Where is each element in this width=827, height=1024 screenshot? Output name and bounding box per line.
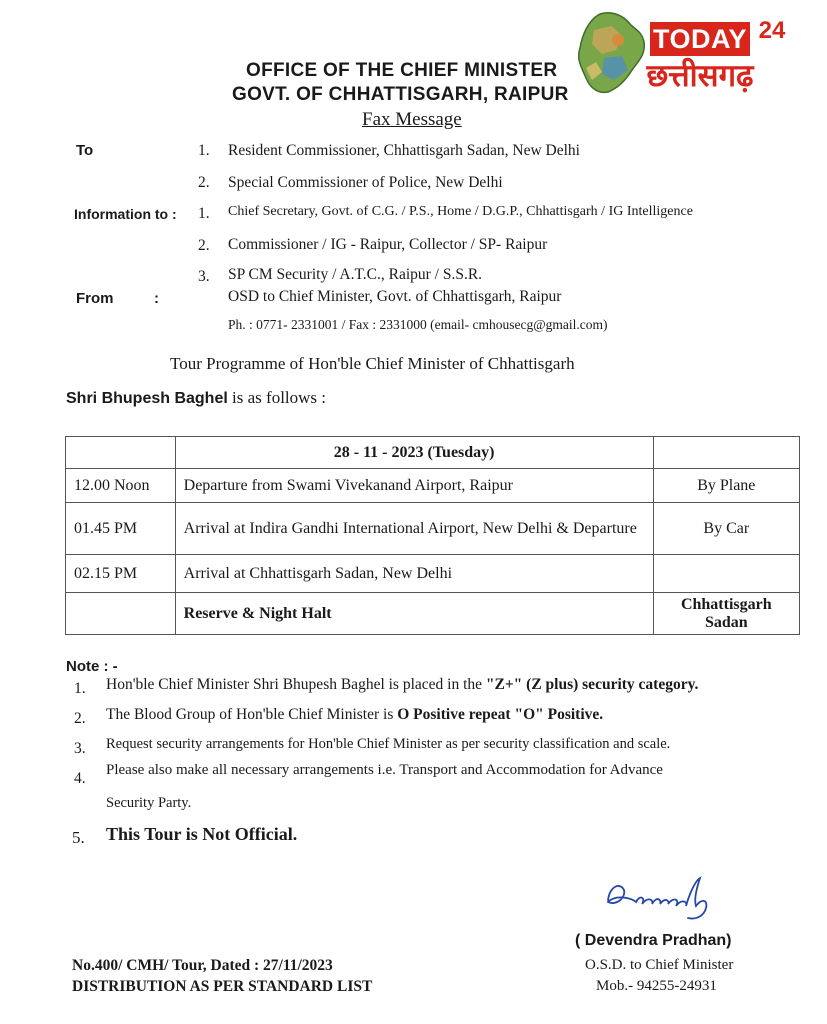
fax-message-title: Fax Message	[362, 109, 462, 130]
schedule-mode: Chhattisgarh Sadan	[653, 593, 799, 635]
note-text-continued: Security Party.	[106, 795, 192, 811]
contact-details: Ph. : 0771- 2331001 / Fax : 2331000 (email- cmhousecg@gmail.com)	[228, 317, 608, 332]
logo-number-text: 24	[758, 17, 786, 44]
info-item-text: SP CM Security / A.T.C., Raipur / S.S.R.	[228, 266, 483, 283]
table-cell	[66, 437, 176, 469]
schedule-event: Reserve & Night Halt	[175, 593, 653, 635]
govt-title: GOVT. OF CHHATTISGARH, RAIPUR	[232, 84, 569, 105]
schedule-event: Departure from Swami Vivekanand Airport, Raipur	[175, 469, 653, 503]
to-item-number: 1.	[198, 142, 210, 159]
to-item-text: Resident Commissioner, Chhattisgarh Sadan, New Delhi	[228, 142, 580, 159]
schedule-event: Arrival at Chhattisgarh Sadan, New Delhi	[175, 555, 653, 593]
information-to-label: Information to :	[74, 206, 177, 222]
note-text: Request security arrangements for Hon'ble Chief Minister as per security classification and scale.	[106, 736, 671, 752]
note-number: 2.	[74, 710, 86, 727]
schedule-time: 01.45 PM	[66, 503, 176, 555]
signer-name: ( Devendra Pradhan)	[575, 932, 732, 949]
from-label: From	[76, 290, 114, 307]
note-text-bold: O Positive repeat "O" Positive.	[397, 706, 604, 723]
schedule-mode: By Car	[653, 503, 799, 555]
schedule-mode	[653, 555, 799, 593]
note-item	[106, 676, 698, 694]
info-item-number: 1.	[198, 205, 210, 222]
note-text-bold: This Tour is Not Official.	[106, 824, 298, 844]
schedule-time: 02.15 PM	[66, 555, 176, 593]
intro-suffix: is as follows :	[227, 388, 327, 407]
table-row	[66, 555, 800, 593]
handwritten-signature	[596, 872, 726, 924]
schedule-time	[66, 593, 176, 635]
schedule-time: 12.00 Noon	[66, 469, 176, 503]
logo-today-text: TODAY	[650, 22, 750, 56]
reference-number: No.400/ CMH/ Tour, Dated : 27/11/2023	[72, 957, 333, 974]
office-title: OFFICE OF THE CHIEF MINISTER	[246, 60, 558, 81]
note-number: 5.	[72, 828, 85, 847]
info-item-text: Commissioner / IG - Raipur, Collector / SP- Raipur	[228, 236, 548, 253]
table-row	[66, 469, 800, 503]
note-item	[106, 706, 603, 724]
to-item-number: 2.	[198, 174, 210, 191]
note-label: Note : -	[66, 658, 118, 675]
info-item-text: Chief Secretary, Govt. of C.G. / P.S., Home / D.G.P., Chhattisgarh / IG Intelligence	[228, 204, 693, 219]
cm-name: Shri Bhupesh Baghel	[66, 390, 228, 407]
logo-hindi-text: छत्तीसगढ़	[646, 58, 754, 94]
to-item-text: Special Commissioner of Police, New Delhi	[228, 174, 503, 191]
distribution-note: DISTRIBUTION AS PER STANDARD LIST	[72, 978, 373, 995]
table-row	[66, 503, 800, 555]
schedule-mode: By Plane	[653, 469, 799, 503]
intro-line: Tour Programme of Hon'ble Chief Minister of Chhattisgarh	[170, 354, 575, 373]
signer-title: O.S.D. to Chief Minister	[585, 957, 734, 973]
info-item-number: 2.	[198, 237, 210, 254]
schedule-event: Arrival at Indira Gandhi International Airport, New Delhi & Departure	[175, 503, 653, 555]
to-label: To	[76, 142, 94, 159]
note-number: 4.	[74, 770, 86, 787]
from-text: OSD to Chief Minister, Govt. of Chhattisgarh, Raipur	[228, 288, 562, 305]
info-item-number: 3.	[198, 268, 210, 285]
signer-mobile: Mob.- 94255-24931	[596, 978, 717, 994]
schedule-date: 28 - 11 - 2023 (Tuesday)	[175, 437, 653, 469]
tour-schedule-table	[65, 436, 800, 635]
table-header-row	[66, 437, 800, 469]
from-colon: :	[154, 290, 159, 307]
note-text: Please also make all necessary arrangements i.e. Transport and Accommodation for Advance	[106, 762, 663, 778]
signature-mark	[596, 872, 726, 924]
table-row-reserve	[66, 593, 800, 635]
note-text: Hon'ble Chief Minister Shri Bhupesh Baghel is placed in the	[106, 676, 486, 693]
note-number: 1.	[74, 680, 86, 697]
intro-line-2	[66, 388, 326, 408]
note-text: The Blood Group of Hon'ble Chief Minister is	[106, 706, 398, 723]
table-cell	[653, 437, 799, 469]
note-number: 3.	[74, 740, 86, 757]
note-text-bold: "Z+" (Z plus) security category.	[485, 676, 699, 693]
